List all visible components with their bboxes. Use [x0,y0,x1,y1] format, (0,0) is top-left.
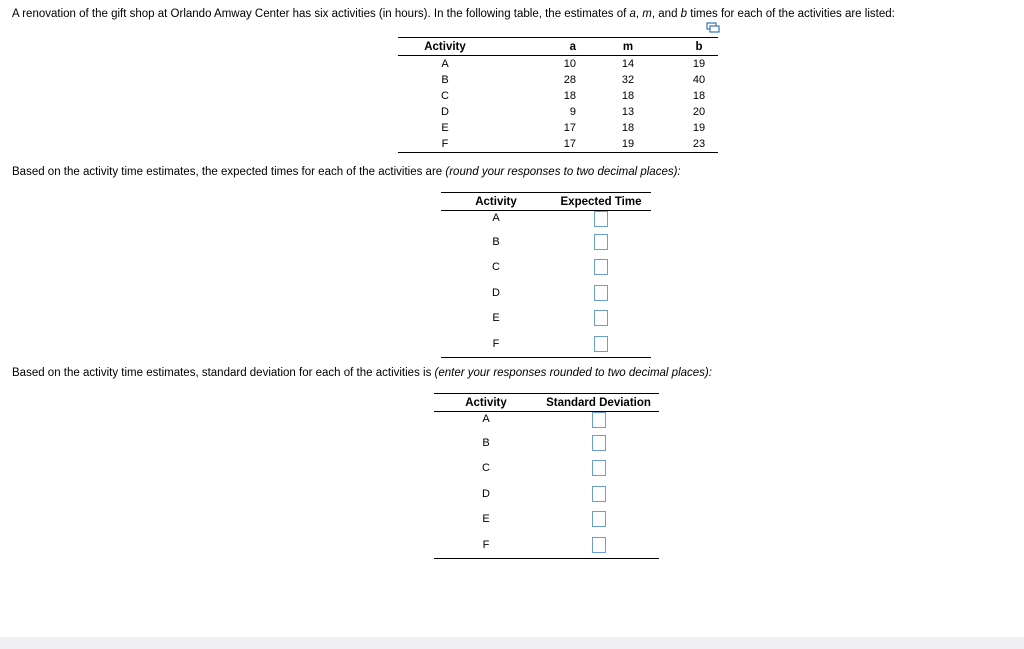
table-row [398,120,718,136]
activity-cell: D [492,286,500,299]
activity-cell: A [441,58,449,70]
input-cell [538,481,659,507]
activity-cell: B [492,235,500,248]
b-cell: 18 [692,90,706,102]
a-cell: 17 [492,136,576,153]
table-row [441,229,651,255]
input-cell [538,532,659,558]
header-m: m [576,38,680,56]
input-cell [551,280,651,306]
input-cell [538,507,659,533]
header-activity: Activity [398,38,492,56]
table-row [398,136,718,153]
table-row [434,481,659,507]
expected-time-input-a[interactable] [594,211,608,227]
b-cell: 40 [692,74,706,86]
b-cell: 20 [692,106,706,118]
intro-text: A renovation of the gift shop at Orlando Amway Center has six activities (in hours). In the following table, the estimates of a, m, and b times for each of the activities are listed: [12,8,895,20]
a-cell: 18 [563,90,576,102]
activity-cell: D [441,106,449,118]
m-cell: 19 [576,136,680,153]
activity-cell: E [482,513,490,526]
header-a: a [492,38,576,56]
stddev-input-b[interactable] [592,435,606,451]
m-cell: 18 [621,122,635,134]
stddev-input-d[interactable] [592,486,606,502]
a-cell: 28 [563,74,576,86]
activity-cell: B [482,436,490,449]
table-row [434,456,659,482]
input-cell [551,331,651,357]
activity-cell: C [441,90,449,102]
stddev-header-row [434,394,659,412]
activity-cell: F [434,532,538,558]
activity-cell: C [492,261,500,274]
a-cell: 17 [563,122,576,134]
table-row [398,104,718,120]
stddev-table [434,393,659,559]
header-b: b [680,38,718,56]
table-row [441,211,651,230]
activity-cell: B [441,74,449,86]
stddev-input-e[interactable] [592,511,606,527]
input-cell [551,306,651,332]
header-activity: Activity [441,193,551,211]
header-activity: Activity [434,394,538,412]
stddev-input-a[interactable] [592,412,606,428]
m-cell: 13 [621,106,635,118]
table-row [434,507,659,533]
expected-time-input-e[interactable] [594,310,608,326]
input-cell [538,430,659,456]
table-row [398,56,718,73]
activity-cell: A [482,413,490,425]
table-row [441,255,651,281]
input-cell [551,211,651,230]
b-cell: 19 [692,58,706,70]
activity-cell: D [482,487,490,500]
expected-time-prompt: Based on the activity time estimates, the expected times for each of the activities are (round your responses to two decimal places): [12,166,681,178]
m-cell: 18 [621,90,635,102]
m-cell: 32 [621,74,635,86]
b-cell: 19 [692,122,706,134]
table-row [434,430,659,456]
b-cell: 23 [680,136,718,153]
input-cell [538,412,659,431]
table-row [434,412,659,431]
activity-cell: E [492,312,500,325]
activity-cell: C [482,462,490,475]
estimates-header-row [398,38,718,56]
expected-time-table [441,192,651,358]
input-cell [551,229,651,255]
expected-time-input-b[interactable] [594,234,608,250]
activity-cell: F [398,136,492,153]
bottom-bar [0,637,1024,649]
expected-time-input-f[interactable] [594,336,608,352]
expected-time-input-c[interactable] [594,259,608,275]
table-row [441,331,651,357]
table-row [441,280,651,306]
table-row [398,88,718,104]
table-row [398,72,718,88]
estimates-table [398,37,718,153]
a-cell: 9 [569,106,576,118]
activity-cell: F [441,331,551,357]
a-cell: 10 [563,58,576,70]
header-standard-deviation: Standard Deviation [538,394,659,412]
input-cell [538,456,659,482]
input-cell [551,255,651,281]
m-cell: 14 [621,58,635,70]
activity-cell: E [441,122,449,134]
stddev-prompt: Based on the activity time estimates, standard deviation for each of the activities is (enter your responses rounded to two decimal places): [12,367,712,379]
expected-header-row [441,193,651,211]
expected-time-input-d[interactable] [594,285,608,301]
stddev-input-f[interactable] [592,537,606,553]
table-row [441,306,651,332]
copy-icon[interactable] [706,22,720,34]
activity-cell: A [492,212,500,224]
header-expected-time: Expected Time [551,193,651,211]
stddev-input-c[interactable] [592,460,606,476]
table-row [434,532,659,558]
